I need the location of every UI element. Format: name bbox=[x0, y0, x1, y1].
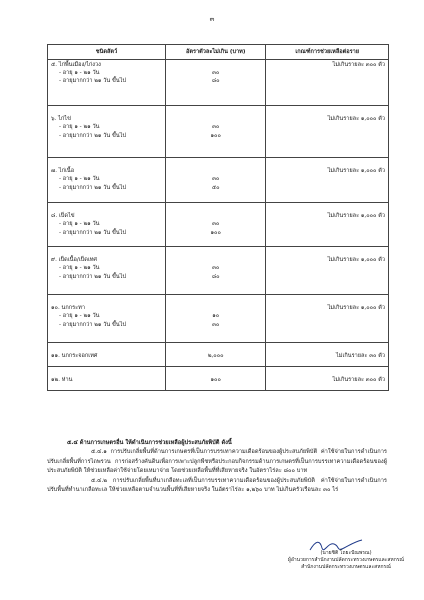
age-range: - อายุมากกว่า ๒๑ วัน ขึ้นไป bbox=[59, 184, 127, 191]
criterion-cell bbox=[266, 106, 389, 158]
rate-cell bbox=[165, 203, 265, 247]
rate-cell bbox=[165, 247, 265, 295]
criterion-cell bbox=[266, 247, 389, 295]
header-rate: อัตราตัวละไม่เกิน (บาท) bbox=[165, 45, 265, 60]
table-row bbox=[48, 106, 389, 158]
header-criterion: เกณฑ์การช่วยเหลือต่อราย bbox=[266, 45, 389, 60]
age-range: - อายุมากกว่า ๒๑ วัน ขึ้นไป bbox=[59, 132, 127, 139]
criterion-cell bbox=[266, 343, 389, 367]
animal-title: ๘. เป็ดไข่ bbox=[51, 213, 75, 220]
rate-value: ๘๐ bbox=[211, 273, 220, 280]
age-range: - อายุมากกว่า ๒๑ วัน ขึ้นไป bbox=[59, 273, 127, 280]
rate-value: ๕๐ bbox=[211, 184, 220, 191]
rate-value: ๓๐ bbox=[212, 321, 220, 328]
livestock-rate-table bbox=[47, 44, 389, 391]
rate-value: ๑๐๐ bbox=[210, 377, 221, 384]
rate-value: ๘๐ bbox=[211, 78, 220, 85]
animal-title: ๑๐. นกกระทา bbox=[51, 305, 85, 312]
animal-title: ๕. ไก่พื้นเมือง/ไก่งวง bbox=[51, 62, 101, 68]
rate-value: ๓๐ bbox=[212, 265, 220, 272]
criterion-cell bbox=[266, 203, 389, 247]
rate-cell bbox=[165, 343, 265, 367]
animal-cell bbox=[48, 60, 166, 106]
signatory-title: ผู้อำนวยการสำนักงานปลัดกระทรวงเกษตรและสหกรณ์ bbox=[287, 557, 405, 564]
age-range: - อายุ ๑ - ๒๑ วัน bbox=[59, 124, 100, 131]
paragraph: ๕.๔.๒ การปรับเกลี่ยพื้นที่นาเกลือทะเลที่เป็นการบรรเทาความเดือดร้อนของผู้ประสบภัยพิบัติ ค่าใช้จ่ายในการดำเนินการปรับพื้นที่ทำนาเกลือทะเล ให้ช่วยเหลือตามจำนวนพื้นที่ที่เสียหายจริง ในอัตราไร่ละ ๑,๒๖๐ บาท ไม่เกินครัวเรือนละ ๓๐ ไร่ bbox=[47, 477, 387, 494]
criterion-value: ไม่เกินรายละ ๓๐๐ ตัว bbox=[332, 377, 385, 384]
table-row bbox=[48, 60, 389, 106]
criterion-value: ไม่เกินรายละ ๑,๐๐๐ ตัว bbox=[327, 116, 385, 123]
criterion-cell bbox=[266, 158, 389, 203]
table-header-row bbox=[48, 45, 389, 60]
age-range: - อายุ ๑ - ๒๑ วัน bbox=[59, 70, 100, 77]
rate-cell bbox=[165, 60, 265, 106]
rate-cell bbox=[165, 158, 265, 203]
table-row bbox=[48, 247, 389, 295]
age-range: - อายุ ๑ - ๒๑ วัน bbox=[59, 313, 100, 320]
rate-value: ๓๐ bbox=[212, 124, 220, 131]
criterion-value: ไม่เกินรายละ ๑,๐๐๐ ตัว bbox=[327, 305, 385, 312]
animal-cell bbox=[48, 343, 166, 367]
table-row bbox=[48, 367, 389, 391]
page-number: ๓ bbox=[209, 15, 215, 23]
animal-cell bbox=[48, 295, 166, 343]
age-range: - อายุ ๑ - ๒๑ วัน bbox=[59, 221, 100, 228]
age-range: - อายุมากกว่า ๒๑ วัน ขึ้นไป bbox=[59, 78, 127, 85]
rate-value: ๑๐๐ bbox=[210, 132, 221, 139]
rate-cell bbox=[165, 367, 265, 391]
age-range: - อายุมากกว่า ๒๑ วัน ขึ้นไป bbox=[59, 321, 127, 328]
rate-value: ๑๐๐ bbox=[210, 229, 221, 236]
animal-title: ๑๒. ห่าน bbox=[51, 377, 73, 384]
age-range: - อายุมากกว่า ๒๑ วัน ขึ้นไป bbox=[59, 229, 127, 236]
other-agriculture-section bbox=[47, 439, 387, 495]
table-row bbox=[48, 158, 389, 203]
age-range: - อายุ ๑ - ๒๑ วัน bbox=[59, 176, 100, 183]
criterion-cell bbox=[266, 295, 389, 343]
criterion-value: ไม่เกินรายละ ๑,๐๐๐ ตัว bbox=[327, 168, 385, 175]
animal-cell bbox=[48, 247, 166, 295]
section-heading: ๕.๔ ด้านการเกษตรอื่น ให้ดำเนินการช่วยเหลือผู้ประสบภัยพิบัติ ดังนี้ bbox=[67, 440, 232, 446]
criterion-value: ไม่เกินรายละ ๑,๐๐๐ ตัว bbox=[327, 257, 385, 264]
rate-value: ๑๐ bbox=[212, 313, 220, 320]
rate-value: ๓๐ bbox=[212, 70, 220, 77]
table-row bbox=[48, 203, 389, 247]
animal-title: ๖. ไก่ไข่ bbox=[51, 116, 71, 123]
rate-cell bbox=[165, 295, 265, 343]
signature-block bbox=[286, 550, 406, 572]
rate-cell bbox=[165, 106, 265, 158]
animal-cell bbox=[48, 203, 166, 247]
animal-title: ๙. เป็ดเนื้อ/เป็ดเทศ bbox=[51, 257, 97, 264]
rate-value: ๓๐ bbox=[212, 176, 220, 183]
signatory-org: สำนักงานปลัดกระทรวงเกษตรและสหกรณ์ bbox=[301, 564, 391, 571]
rate-value: ๒,๐๐๐ bbox=[207, 353, 224, 360]
paragraph: ๕.๔.๑ การปรับเกลี่ยพื้นที่ด้านการเกษตรที่เป็นการบรรเทาความเดือดร้อนของผู้ประสบภัยพิบัติ ค่าใช้จ่ายในการดำเนินการปรับเกลี่ยพื้นที่การไถพรวน การก่อสร้างคันดินเพื่อการเพาะปลูกพืชหรือประกอบกิจกรรมด้านการเกษตรที่เป็นการบรรเทาความเดือดร้อนของผู้ประสบภัยพิบัติ ให้ช่วยเหลือค่าใช้จ่ายโดยเหมาจ่าย โดยช่วยเหลือพื้นที่ที่เสียหายจริง ในอัตราไร่ละ ๘๐๐ บาท bbox=[47, 449, 387, 475]
age-range: - อายุ ๑ - ๒๑ วัน bbox=[59, 265, 100, 272]
criterion-cell bbox=[266, 367, 389, 391]
animal-cell bbox=[48, 106, 166, 158]
criterion-cell: ไม่เกินรายละ ๓๐๐ ตัว bbox=[266, 60, 389, 106]
criterion-value: ไม่เกินรายละ ๓๐ ตัว bbox=[335, 353, 385, 360]
table-row bbox=[48, 295, 389, 343]
header-animal-type: ชนิดสัตว์ bbox=[48, 45, 166, 60]
animal-cell bbox=[48, 158, 166, 203]
animal-title: ๑๑. นกกระจอกเทศ bbox=[51, 353, 98, 360]
animal-cell bbox=[48, 367, 166, 391]
signatory-name: (นายชิติ โถยะปัณพรณ) bbox=[320, 550, 372, 556]
criterion-value: ไม่เกินรายละ ๑,๐๐๐ ตัว bbox=[327, 213, 385, 220]
rate-value: ๓๐ bbox=[212, 221, 220, 228]
table-row bbox=[48, 343, 389, 367]
animal-title: ๗. ไก่เนื้อ bbox=[51, 168, 75, 175]
